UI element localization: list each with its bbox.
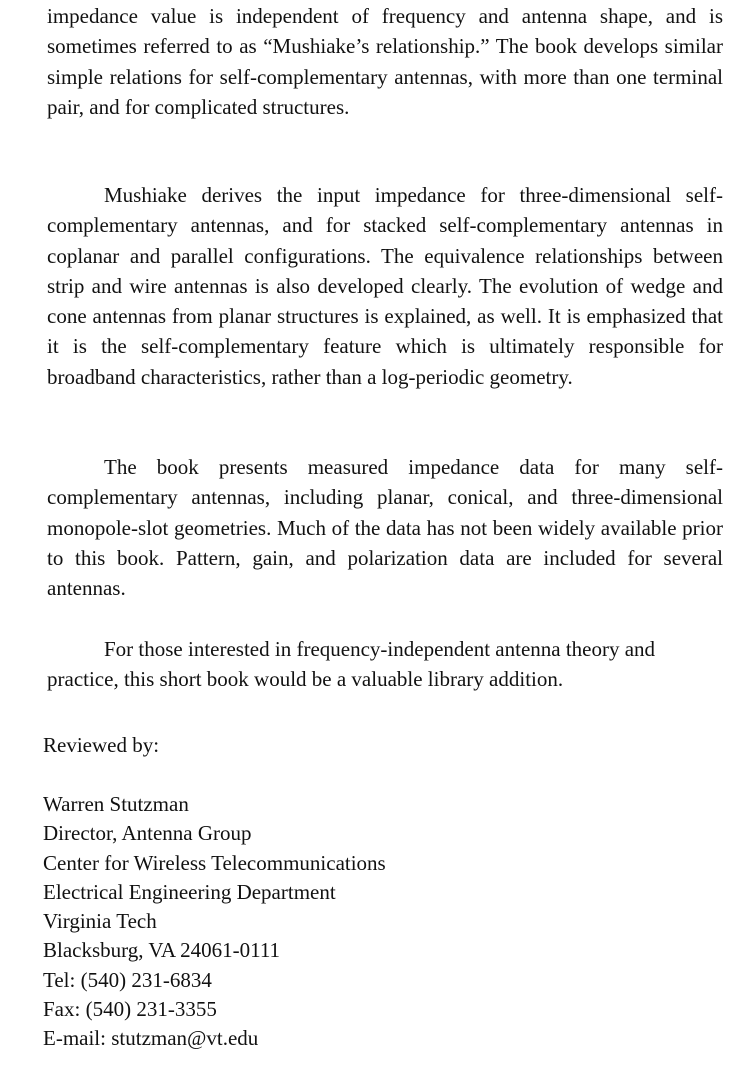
reviewer-institution: Virginia Tech	[43, 909, 157, 934]
reviewed-by-label: Reviewed by:	[43, 733, 160, 757]
reviewer-signature-block	[43, 790, 386, 1054]
reviewer-fax: Fax: (540) 231-3355	[43, 997, 217, 1022]
body-paragraph: Mushiake derives the input impedance for three-dimensional self-complementary antennas, and for stacked self-complementary antennas in coplanar and parallel configurations. The equivalence relationships between strip and wire antennas is also developed clearly. The evolution of wedge and cone antennas from planar structures is explained, as well. It is emphasized that it is the self-complementary feature which is ultimately responsible for broadband characteristics, rather than a log-periodic geometry.	[47, 183, 723, 389]
body-paragraph: For those interested in frequency-independent antenna theory and practice, this short book would be a valuable library addition.	[47, 637, 656, 692]
reviewer-department: Electrical Engineering Department	[43, 879, 336, 904]
body-paragraph: The book presents measured impedance data for many self-complementary antennas, including planar, conical, and three-dimensional monopole-slot geometries. Much of the data has not been widely available prior to this book. Pattern, gain, and polarization data are included for several antennas.	[47, 455, 723, 601]
reviewer-name: Warren Stutzman	[43, 792, 189, 816]
body-paragraph: impedance value is independent of frequency and antenna shape, and is sometimes referred to as “Mushiake’s relationship.” The book develops similar simple relations for self-complementary antennas, with more than one terminal pair, and for complicated structures.	[47, 4, 723, 119]
reviewer-telephone: Tel: (540) 231-6834	[43, 967, 212, 992]
reviewer-email: E-mail: stutzman@vt.edu	[43, 1026, 259, 1051]
reviewer-title: Director, Antenna Group	[43, 821, 252, 846]
reviewer-address: Blacksburg, VA 24061-0111	[43, 938, 281, 963]
reviewer-center: Center for Wireless Telecommunications	[43, 850, 386, 875]
